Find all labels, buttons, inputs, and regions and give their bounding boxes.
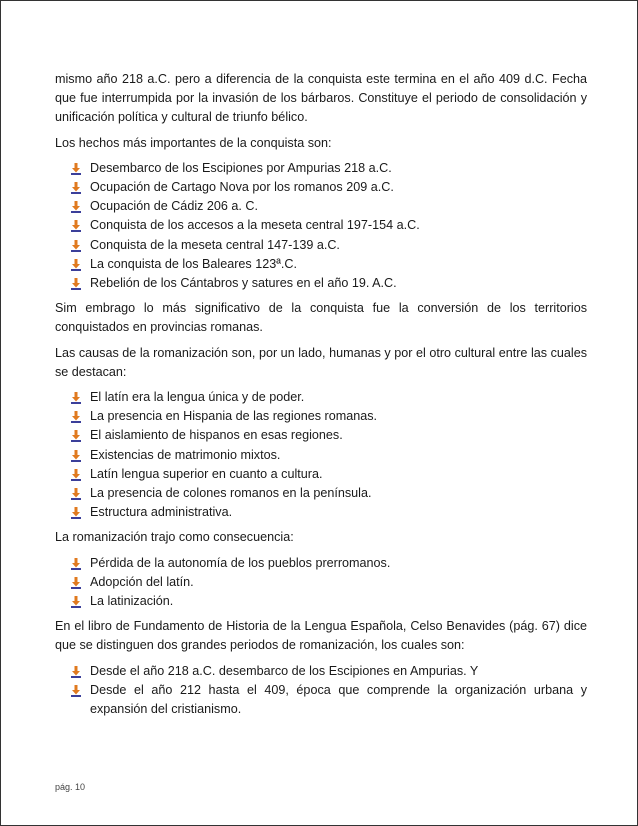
arrow-bullet-icon [69,277,83,291]
arrow-bullet-icon [69,665,83,679]
list-causes [55,388,587,522]
arrow-bullet-icon [69,181,83,195]
list-consequences [55,554,587,612]
arrow-bullet-icon [69,684,83,698]
list-item: La conquista de los Baleares 123ª.C. [55,255,587,274]
arrow-bullet-icon [69,506,83,520]
arrow-bullet-icon [69,258,83,272]
paragraph-events-intro: Los hechos más importantes de la conquista son: [55,135,332,150]
list-events [55,159,587,293]
arrow-bullet-icon [69,429,83,443]
list-item: Estructura administrativa. [55,503,587,522]
list-item: Latín lengua superior en cuanto a cultura. [55,465,587,484]
list-item: Pérdida de la autonomía de los pueblos prerromanos. [55,554,587,573]
arrow-bullet-icon [69,468,83,482]
list-item: Desembarco de los Escipiones por Ampurias 218 a.C. [55,159,587,178]
arrow-bullet-icon [69,219,83,233]
list-periods [55,662,587,720]
list-item: La presencia de colones romanos en la península. [55,484,587,503]
arrow-bullet-icon [69,557,83,571]
paragraph-consequences-intro: La romanización trajo como consecuencia: [55,530,294,545]
list-item: La latinización. [55,592,587,611]
arrow-bullet-icon [69,576,83,590]
list-item: El aislamiento de hispanos en esas regiones. [55,426,587,445]
arrow-bullet-icon [69,200,83,214]
paragraph-provinces: Sim embrago lo más significativo de la conquista fue la conversión de los territorios conquistados en provincias romanas. [55,301,587,335]
list-item: Desde el año 218 a.C. desembarco de los Escipiones en Ampurias. Y [55,662,587,681]
list-item: Desde el año 212 hasta el 409, época que comprende la organización urbana y expansión del cristianismo. [55,681,587,719]
arrow-bullet-icon [69,162,83,176]
arrow-bullet-icon [69,449,83,463]
arrow-bullet-icon [69,487,83,501]
arrow-bullet-icon [69,239,83,253]
list-item: Ocupación de Cartago Nova por los romanos 209 a.C. [55,178,587,197]
paragraph-periods-intro: En el libro de Fundamento de Historia de la Lengua Española, Celso Benavides (pág. 67) dice que se distinguen dos grandes periodos de romanización, los cuales son: [55,619,587,653]
list-item: Conquista de la meseta central 147-139 a.C. [55,236,587,255]
list-item: Ocupación de Cádiz 206 a. C. [55,197,587,216]
arrow-bullet-icon [69,391,83,405]
list-item: Existencias de matrimonio mixtos. [55,446,587,465]
list-item: Conquista de los accesos a la meseta central 197-154 a.C. [55,216,587,235]
paragraph-conquest-end: mismo año 218 a.C. pero a diferencia de la conquista este termina en el año 409 d.C. Fecha que fue interrumpida por la invasión de los bárbaros. Constituye el periodo de consolidación y unificación política y cultural de triunfo bélico. [55,72,587,125]
list-item: La presencia en Hispania de las regiones romanas. [55,407,587,426]
list-item: Adopción del latín. [55,573,587,592]
arrow-bullet-icon [69,410,83,424]
list-item: Rebelión de los Cántabros y satures en el año 19. A.C. [55,274,587,293]
arrow-bullet-icon [69,595,83,609]
page-content [55,70,587,725]
list-item: El latín era la lengua única y de poder. [55,388,587,407]
page-number: pág. 10 [55,782,86,792]
paragraph-causes-intro: Las causas de la romanización son, por un lado, humanas y por el otro cultural entre las cuales se destacan: [55,345,587,379]
